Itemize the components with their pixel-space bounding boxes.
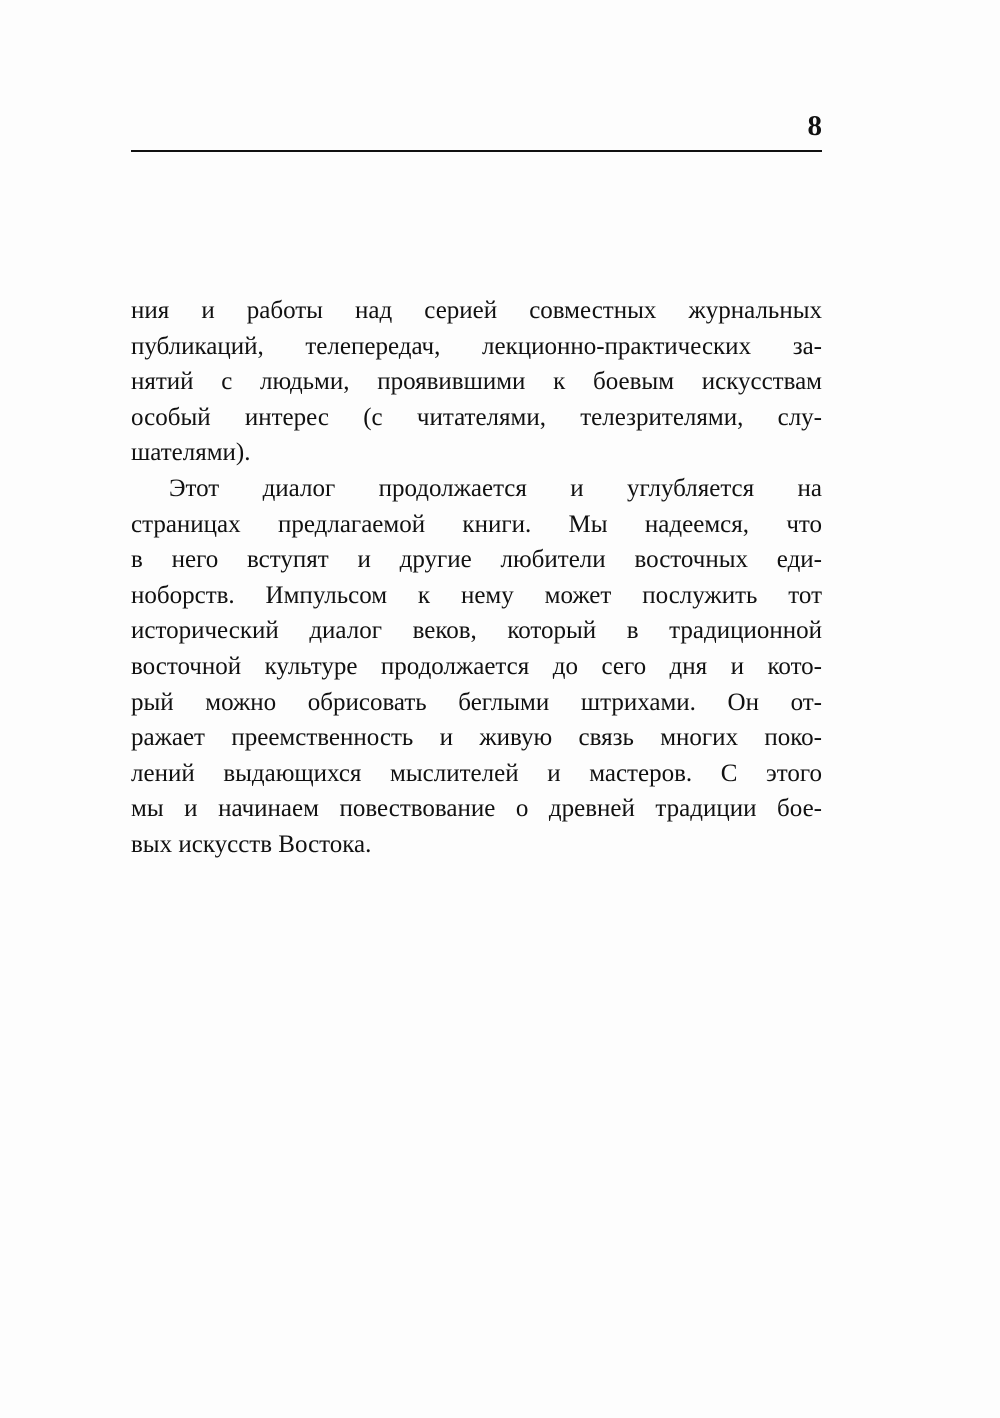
text-line: ражает преемственность и живую связь многих поко- [131,724,822,752]
text-line: восточной культуре продолжается до сего дня и кото- [131,652,822,680]
text-line: Этот диалог продолжается и углубляется на [169,474,822,502]
text-line: публикаций, телепередач, лекционно-практических за- [131,332,822,360]
text-line: ноборств. Импульсом к нему может послужить тот [131,581,822,609]
body-text [131,293,822,863]
text-line: ния и работы над серией совместных журнальных [131,297,822,324]
header-rule [131,150,822,152]
text-line: страницах предлагаемой книги. Мы надеемся, что [131,510,822,538]
text-line: мы и начинаем повествование о древней традиции бое- [131,795,822,823]
page-number: 8 [807,110,822,142]
text-line: исторический диалог веков, который в традиционной [131,617,822,645]
paragraph-1 [131,293,822,471]
text-line: нятий с людьми, проявившими к боевым искусствам [131,368,822,396]
text-line: шателями). [131,439,251,467]
text-line: особый интерес (с читателями, телезрителями, слу- [131,403,822,431]
text-line: в него вступят и другие любители восточных еди- [131,546,822,574]
paragraph-2 [131,471,822,863]
text-line: лений выдающихся мыслителей и мастеров. С этого [131,759,822,787]
text-line: рый можно обрисовать беглыми штрихами. Он от- [131,688,822,716]
text-line: вых искусств Востока. [131,830,372,858]
